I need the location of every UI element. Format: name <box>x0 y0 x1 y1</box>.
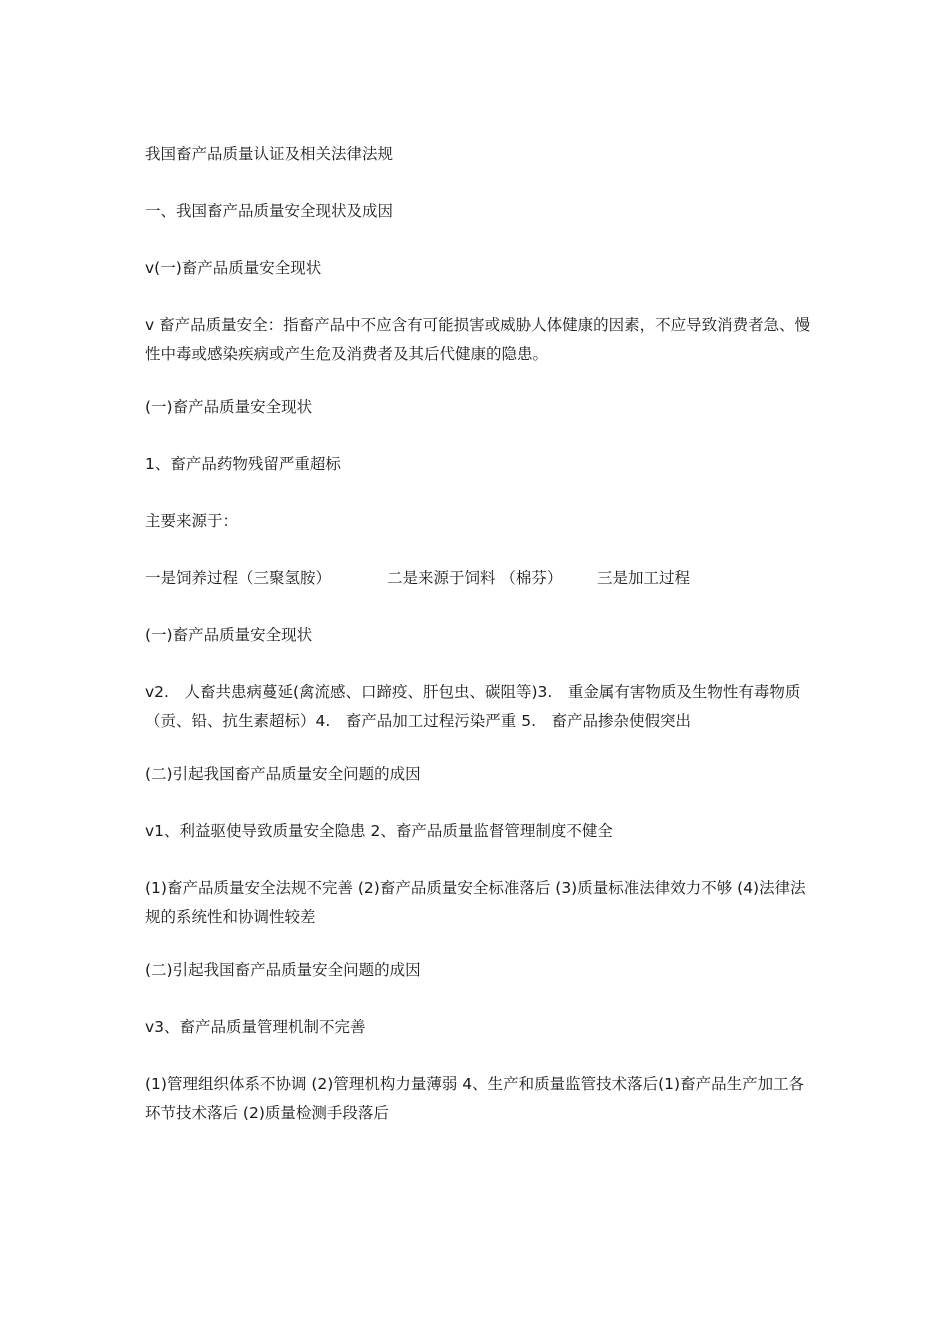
body-paragraph: (1)畜产品质量安全法规不完善 (2)畜产品质量安全标准落后 (3)质量标准法律效力不够 (4)法律法规的系统性和协调性较差 <box>145 879 806 926</box>
body-paragraph: (1)管理组织体系不协调 (2)管理机构力量薄弱 4、生产和质量监管技术落后(1)畜产品生产加工各环节技术落后 (2)质量检测手段落后 <box>145 1075 805 1122</box>
subsection-heading: (二)引起我国畜产品质量安全问题的成因 <box>145 961 421 979</box>
subsection-heading: (二)引起我国畜产品质量安全问题的成因 <box>145 765 421 783</box>
subsection-heading: (一)畜产品质量安全现状 <box>145 626 313 644</box>
source-item: 二是来源于饲料 （棉芬） <box>387 569 563 587</box>
body-paragraph: v2. 人畜共患病蔓延(禽流感、口蹄疫、肝包虫、碳阻等)3. 重金属有害物质及生物性有毒物质（贡、铅、抗生素超标）4. 畜产品加工过程污染严重 5. 畜产品掺杂使假突出 <box>145 683 801 730</box>
sources-row <box>145 564 813 593</box>
sources-intro: 主要来源于： <box>145 512 239 530</box>
document-body <box>145 140 813 1152</box>
list-item: 1、畜产品药物残留严重超标 <box>145 455 341 473</box>
definition-paragraph: v 畜产品质量安全：指畜产品中不应含有可能损害或威胁人体健康的因素，不应导致消费者急、慢性中毒或感染疾病或产生危及消费者及其后代健康的隐患。 <box>145 316 811 363</box>
source-item: 三是加工过程 <box>597 569 691 587</box>
document-title: 我国畜产品质量认证及相关法律法规 <box>145 145 394 163</box>
source-item: 一是饲养过程（三聚氢胺） <box>145 569 332 587</box>
body-paragraph: v3、畜产品质量管理机制不完善 <box>145 1018 366 1036</box>
section-heading: 一、我国畜产品质量安全现状及成因 <box>145 202 394 220</box>
body-paragraph: v1、利益驱使导致质量安全隐患 2、畜产品质量监督管理制度不健全 <box>145 822 613 840</box>
subsection-heading: v(一)畜产品质量安全现状 <box>145 259 322 277</box>
subsection-heading: (一)畜产品质量安全现状 <box>145 398 313 416</box>
